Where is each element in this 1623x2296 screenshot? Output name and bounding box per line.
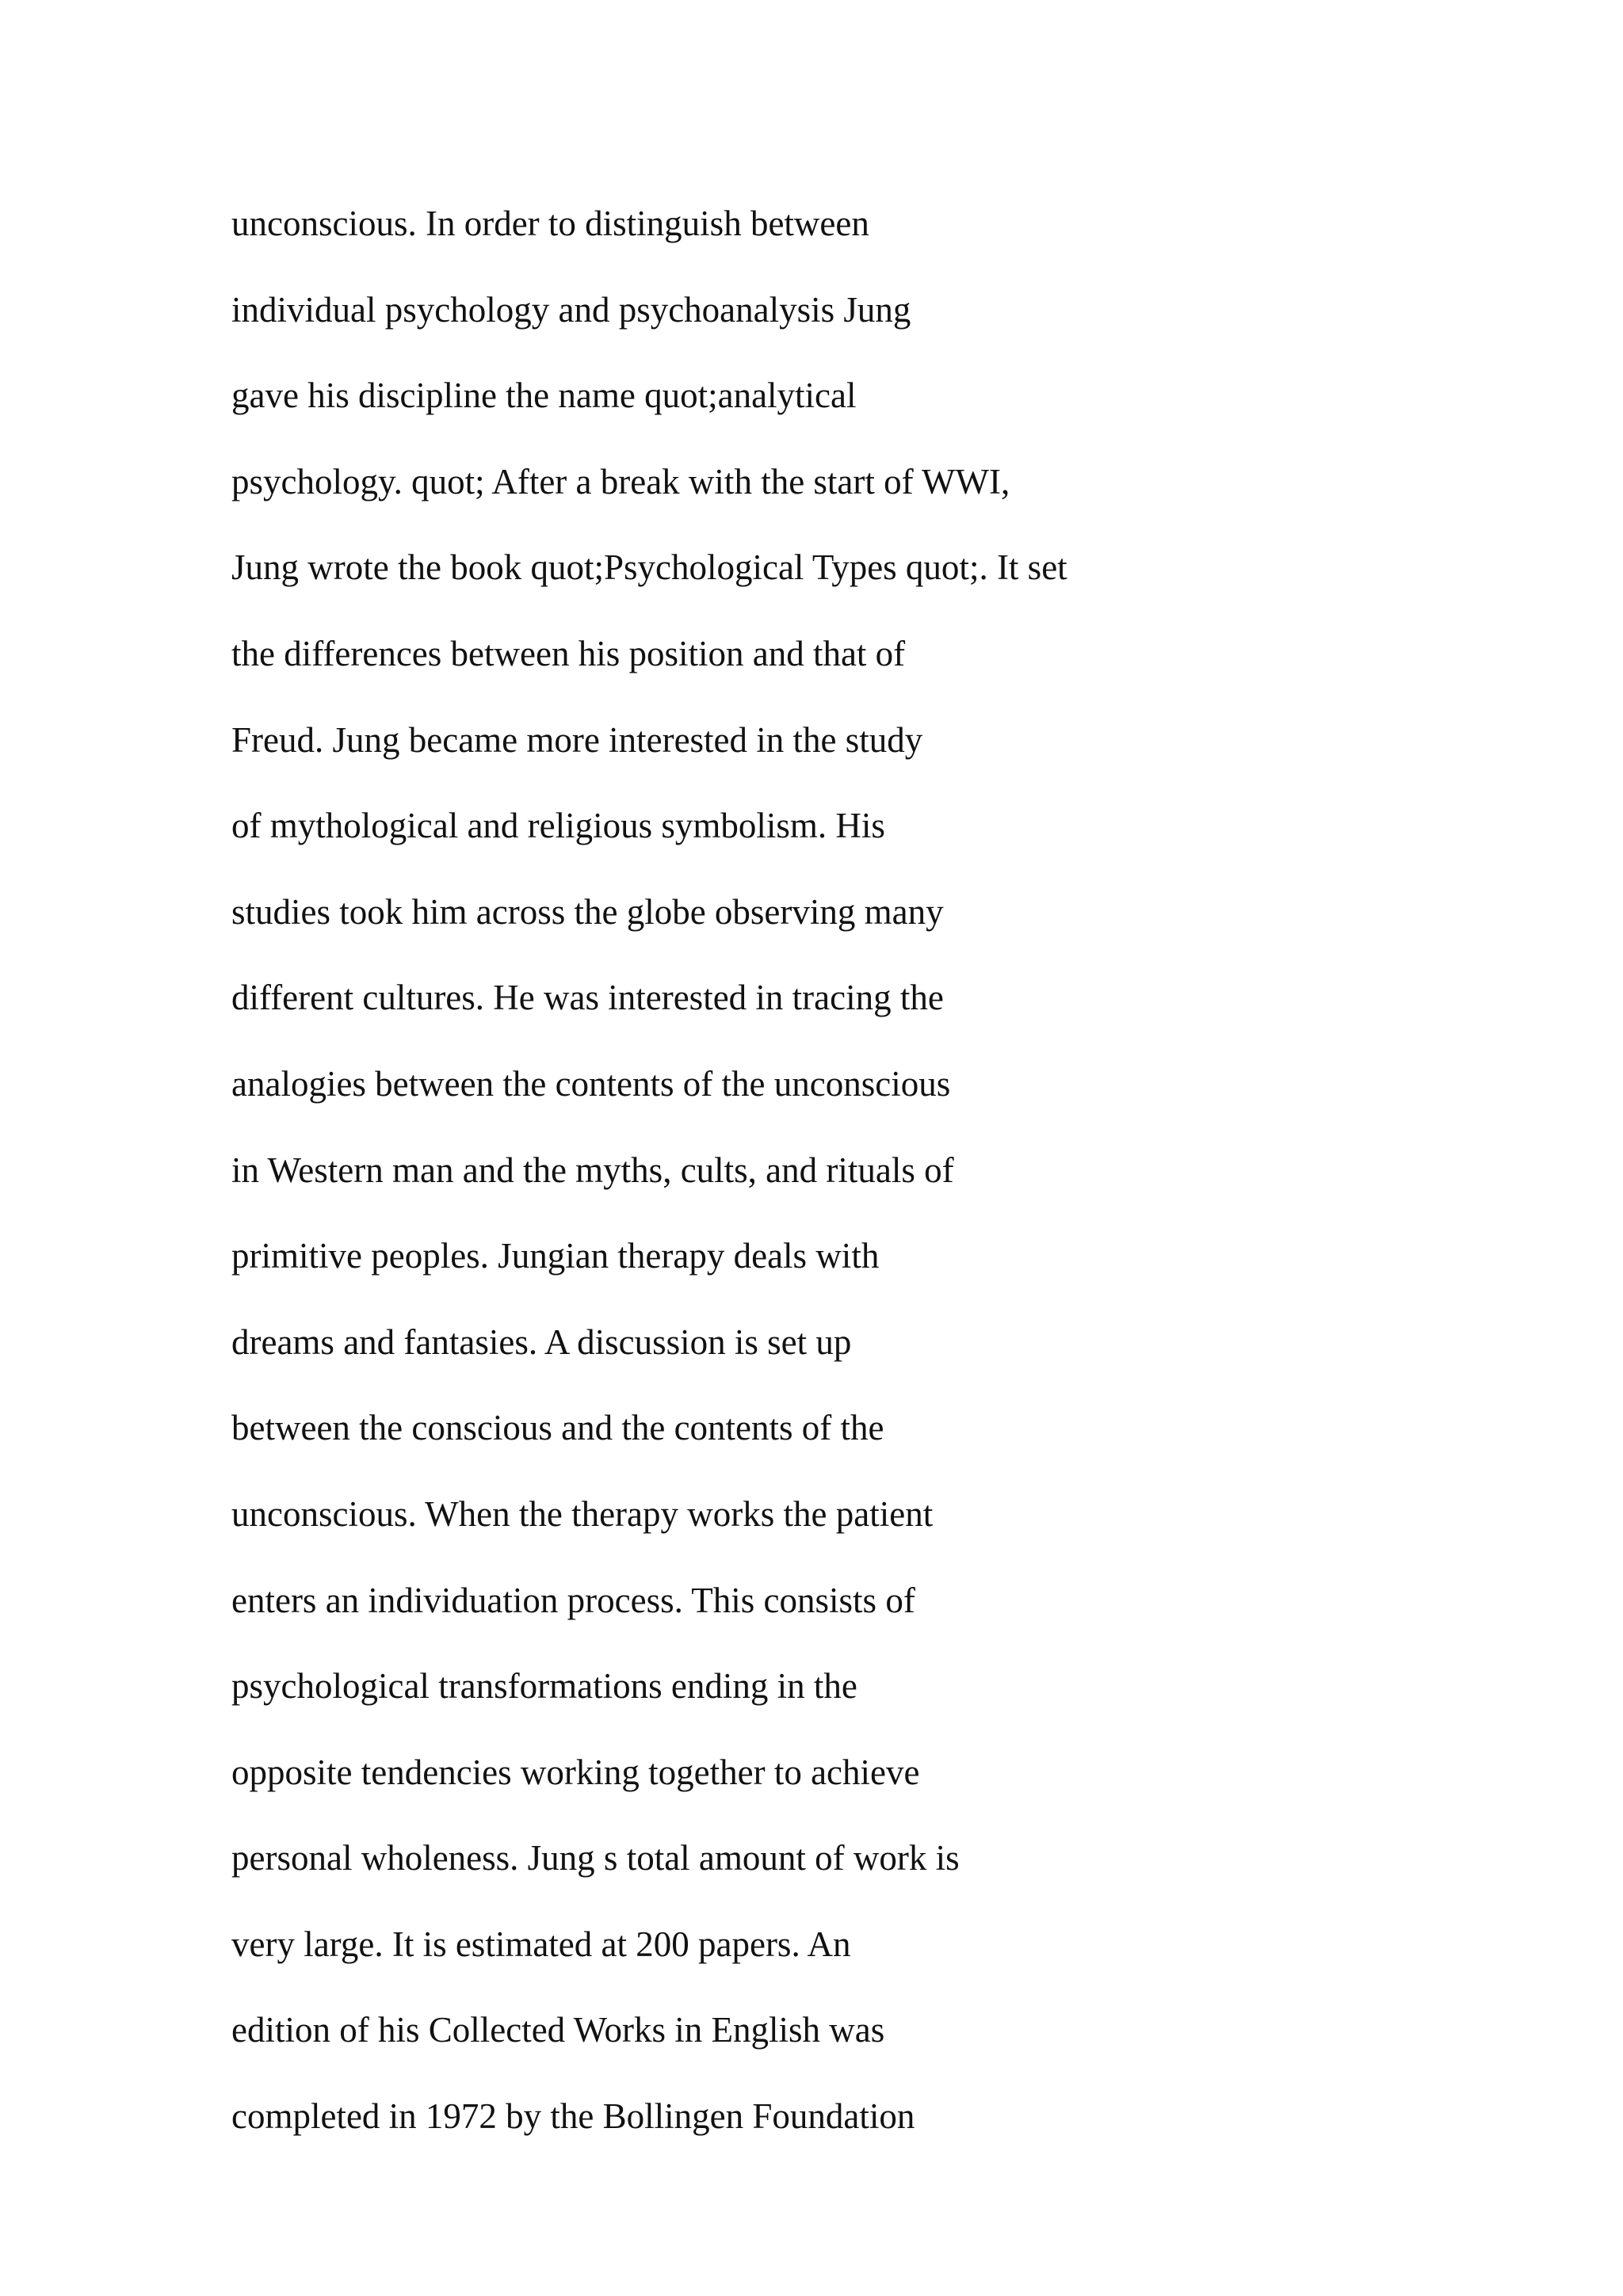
text-line: opposite tendencies working together to achieve: [231, 1752, 920, 1792]
text-line: gave his discipline the name quot;analytical: [231, 376, 857, 416]
text-line: completed in 1972 by the Bollingen Foundation: [231, 2096, 915, 2137]
text-line: personal wholeness. Jung s total amount of work is: [231, 1838, 960, 1878]
text-line: unconscious. In order to distinguish between: [231, 204, 869, 243]
text-line: dreams and fantasies. A discussion is set up: [231, 1322, 852, 1362]
text-line: in Western man and the myths, cults, and rituals of: [231, 1150, 954, 1190]
text-line: very large. It is estimated at 200 papers. An: [231, 1924, 851, 1964]
body-text: [231, 181, 1539, 2160]
text-line: primitive peoples. Jungian therapy deals with: [231, 1236, 880, 1276]
text-line: the differences between his position and that of: [231, 633, 906, 673]
text-line: enters an individuation process. This consists of: [231, 1580, 915, 1620]
text-line: Jung wrote the book quot;Psychological Types quot;. It set: [231, 547, 1067, 588]
text-line: studies took him across the globe observing many: [231, 891, 944, 932]
text-line: different cultures. He was interested in tracing the: [231, 978, 944, 1018]
text-line: Freud. Jung became more interested in the study: [231, 719, 923, 760]
text-line: psychological transformations ending in the: [231, 1666, 857, 1707]
text-line: of mythological and religious symbolism. His: [231, 806, 885, 846]
text-line: psychology. quot; After a break with the start of WWI,: [231, 461, 1010, 502]
text-line: analogies between the contents of the unconscious: [231, 1063, 951, 1104]
text-line: between the conscious and the contents of the: [231, 1408, 884, 1448]
text-line: individual psychology and psychoanalysis Jung: [231, 289, 911, 330]
text-line: edition of his Collected Works in English was: [231, 2010, 885, 2050]
text-line: unconscious. When the therapy works the patient: [231, 1493, 934, 1534]
